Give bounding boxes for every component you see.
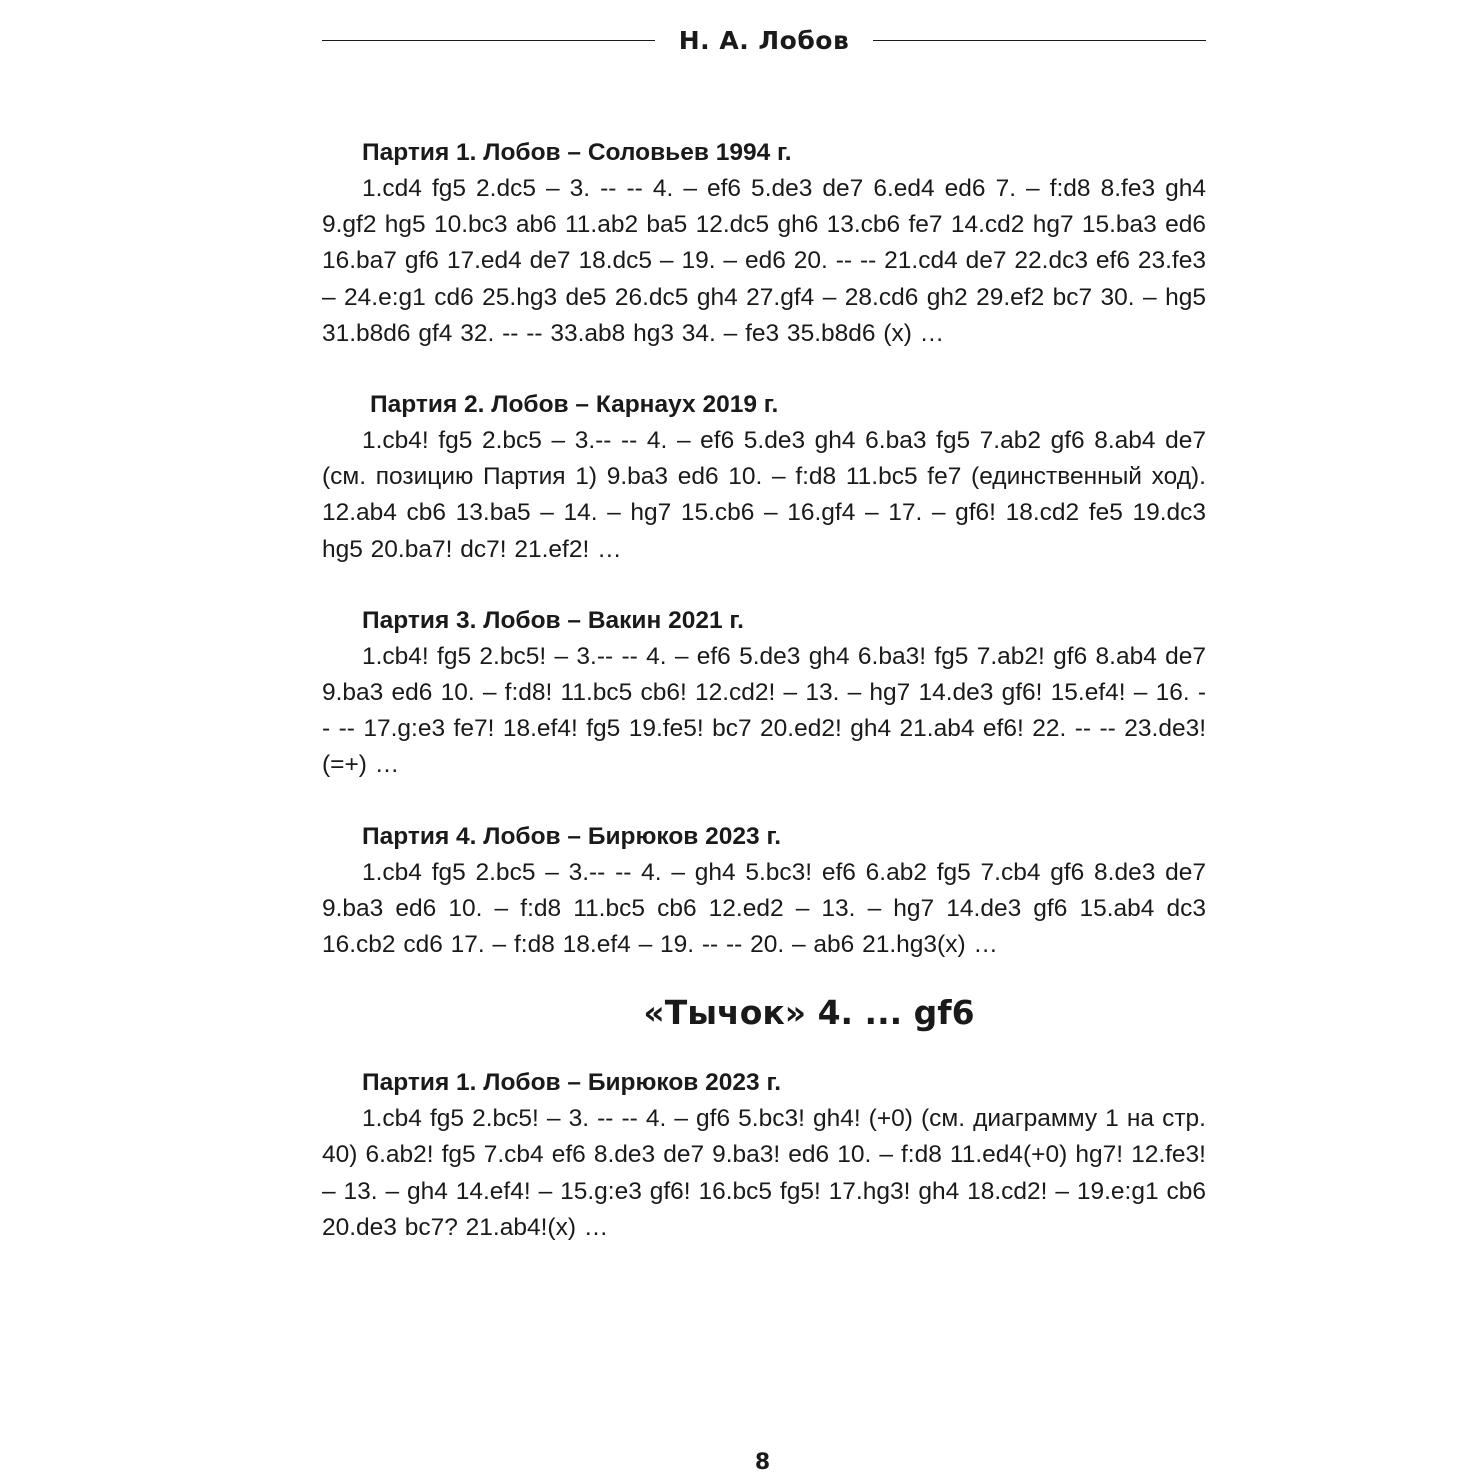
game-title: Партия 2. Лобов – Карнаух 2019 г. (370, 391, 779, 419)
game-entry (322, 1065, 1206, 1246)
game-moves: 1.cb4 fg5 2.bc5! – 3. -- -- 4. – gf6 5.bc3! gh4! (+0) (см. диаграмму 1 на стр. 40) 6.ab2! fg5 7.cb4 ef6 8.de3 de7 9.ba3! ed6 10. – f:d8 11.ed4(+0) hg7! 12.fe3! – 13. – gh4 14.ef4! – 15.g:e3 gf6! 16.bc5 fg5! 17.hg3! gh4 18.cd2! – 19.e:g1 cb6 20.de3 bc7? 21.ab4!(x) … (322, 1105, 1206, 1241)
page-number: 8 (754, 1450, 771, 1475)
game-moves: 1.cb4! fg5 2.bc5 – 3.-- -- 4. – ef6 5.de3 gh4 6.ba3 fg5 7.ab2 gf6 8.ab4 de7 (см. позицию Партия 1) 9.ba3 ed6 10. – f:d8 11.bc5 fe7 (единственный ход). 12.ab4 cb6 13.ba5 – 14. – hg7 15.cb6 – 16.gf4 – 17. – gf6! 18.cd2 fe5 19.dc3 hg5 20.ba7! dc7! 21.ef2! … (322, 427, 1206, 563)
game-entry (322, 819, 1206, 964)
game-title: Партия 1. Лобов – Бирюков 2023 г. (362, 1069, 782, 1097)
game-title: Партия 3. Лобов – Вакин 2021 г. (362, 606, 744, 634)
page-content (322, 135, 1206, 1281)
game-title: Партия 1. Лобов – Соловьев 1994 г. (362, 139, 792, 166)
header-rule-left (322, 40, 655, 41)
game-moves: 1.cb4! fg5 2.bc5! – 3.-- -- 4. – ef6 5.de3 gh4 6.ba3! fg5 7.ab2! gf6 8.ab4 de7 9.ba3 ed6 10. – f:d8! 11.bc5 cb6! 12.cd2! – 13. – hg7 14.de3 gf6! 15.ef4! – 16. -- -- 17.g:e3 fe7! 18.ef4! fg5 19.fe5! bc7 20.ed2! gh4 21.ab4 ef6! 22. -- -- 23.de3! (=+) … (322, 642, 1206, 779)
game-entry (322, 135, 1206, 352)
game-moves: 1.cb4 fg5 2.bc5 – 3.-- -- 4. – gh4 5.bc3! ef6 6.ab2 fg5 7.cb4 gf6 8.de3 de7 9.ba3 ed6 10. – f:d8 11.bc5 cb6 12.ed2 – 13. – hg7 14.de3 gf6 15.ab4 dc3 16.cb2 cd6 17. – f:d8 18.ef4 – 19. -- -- 20. – ab6 21.hg3(x) … (322, 858, 1206, 959)
game-entry (322, 603, 1206, 784)
header-author: Н. А. Лобов (678, 25, 850, 55)
running-header (322, 18, 1206, 62)
game-entry (322, 387, 1206, 568)
section-title: «Тычок» 4. ... gf6 (643, 993, 975, 1033)
header-rule-right (873, 40, 1206, 41)
game-moves: 1.cd4 fg5 2.dc5 – 3. -- -- 4. – ef6 5.de3 de7 6.ed4 ed6 7. – f:d8 8.fe3 gh4 9.gf2 hg5 10.bc3 ab6 11.ab2 ba5 12.dc5 gh6 13.cb6 fe7 14.cd2 hg7 15.ba3 ed6 16.ba7 gf6 17.ed4 de7 18.dc5 – 19. – ed6 20. -- -- 21.cd4 de7 22.dc3 ef6 23.fe3 – 24.e:g1 cd6 25.hg3 de5 26.dc5 gh4 27.gf4 – 28.cd6 gh2 29.ef2 bc7 30. – hg5 31.b8d6 gf4 32. -- -- 33.ab8 hg3 34. – fe3 35.b8d6 (x) … (322, 175, 1206, 347)
game-title: Партия 4. Лобов – Бирюков 2023 г. (362, 822, 782, 850)
